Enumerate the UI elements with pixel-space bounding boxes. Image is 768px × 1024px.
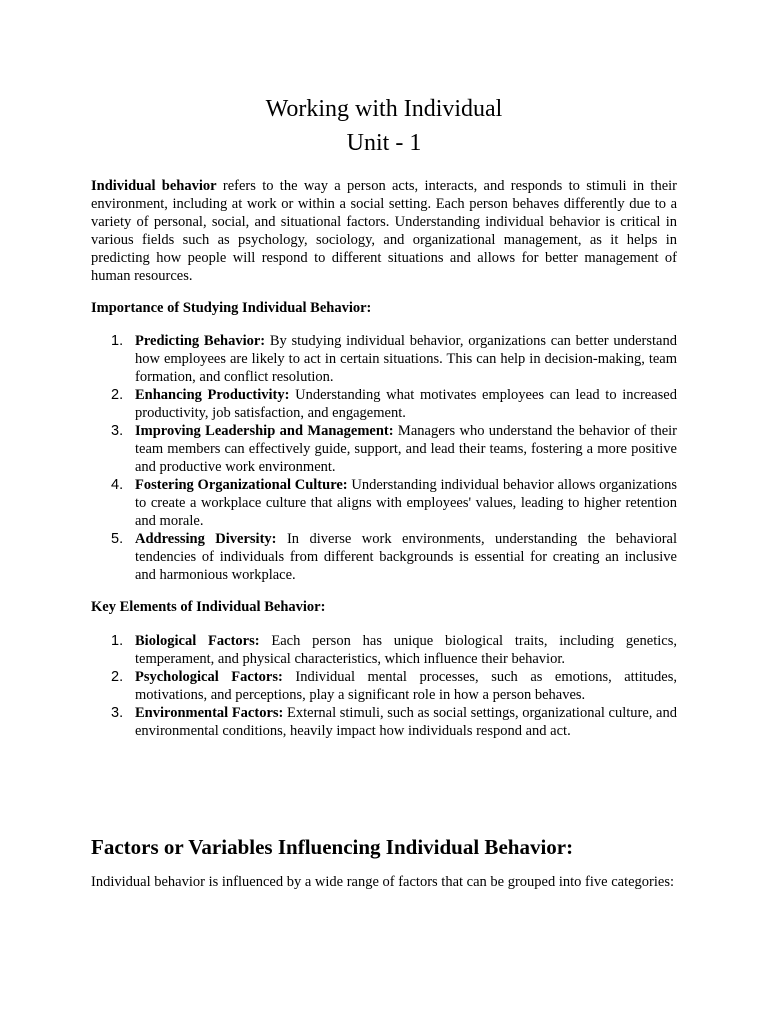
list-item <box>91 668 677 704</box>
list-text: Individual mental processes, such as emotions, attitudes, motivations, and perceptions, play a significant role in how a person behaves. <box>135 669 677 703</box>
intro-paragraph <box>91 177 677 285</box>
list-term: Psychological Factors: <box>135 669 283 685</box>
intro-term: Individual behavior <box>91 178 217 194</box>
importance-heading: Importance of Studying Individual Behavior: <box>91 300 372 316</box>
list-text: Understanding individual behavior allows organizations to create a workplace culture that aligns with employees' values, leading to higher retention and morale. <box>135 477 677 529</box>
list-text: Understanding what motivates employees can lead to increased productivity, job satisfaction, and engagement. <box>135 387 677 421</box>
list-term: Improving Leadership and Management: <box>135 423 394 439</box>
list-number: 3. <box>111 705 124 721</box>
elements-heading: Key Elements of Individual Behavior: <box>91 599 326 615</box>
list-number: 1. <box>111 633 124 649</box>
list-term: Biological Factors: <box>135 633 260 649</box>
list-text: External stimuli, such as social settings, organizational culture, and environmental conditions, heavily impact how individuals respond and act. <box>135 705 677 739</box>
list-number: 5. <box>111 531 124 547</box>
document-unit: Unit - 1 <box>346 130 422 156</box>
list-number: 2. <box>111 669 124 685</box>
list-term: Environmental Factors: <box>135 705 284 721</box>
list-number: 4. <box>111 477 124 493</box>
intro-text: refers to the way a person acts, interacts, and responds to stimuli in their environment, including at work or within a social setting. Each person behaves differently due to a variety of personal, social, and situational factors. Understanding individual behavior is critical in various fields such as psychology, sociology, and organizational management, as it helps in predicting how people will respond to different situations and allows for better management of human resources. <box>91 178 677 284</box>
list-term: Fostering Organizational Culture: <box>135 477 348 493</box>
list-item <box>91 530 677 584</box>
list-number: 2. <box>111 387 124 403</box>
elements-list <box>91 632 677 740</box>
list-term: Addressing Diversity: <box>135 531 277 547</box>
factors-paragraph: Individual behavior is influenced by a wide range of factors that can be grouped into five categories: <box>91 874 675 890</box>
list-text: Each person has unique biological traits, including genetics, temperament, and physical characteristics, which influence their behavior. <box>135 633 677 667</box>
document-title: Working with Individual <box>265 96 503 122</box>
list-number: 3. <box>111 423 124 439</box>
list-number: 1. <box>111 333 124 349</box>
list-text: Managers who understand the behavior of their team members can effectively guide, support, and lead their teams, fostering a more positive and productive work environment. <box>135 423 678 475</box>
list-item <box>91 422 677 476</box>
list-item <box>91 332 677 386</box>
list-term: Enhancing Productivity: <box>135 387 290 403</box>
importance-list <box>91 332 677 584</box>
list-item <box>91 386 677 422</box>
factors-heading: Factors or Variables Influencing Individual Behavior: <box>91 835 574 859</box>
list-item <box>91 476 677 530</box>
list-term: Predicting Behavior: <box>135 333 266 349</box>
list-item <box>91 704 677 740</box>
list-text: By studying individual behavior, organizations can better understand how employees are likely to act in certain situations. This can help in decision-making, team formation, and conflict resolution. <box>135 333 677 385</box>
list-item <box>91 632 677 668</box>
list-text: In diverse work environments, understanding the behavioral tendencies of individuals from different backgrounds is essential for creating an inclusive and harmonious workplace. <box>135 531 677 583</box>
